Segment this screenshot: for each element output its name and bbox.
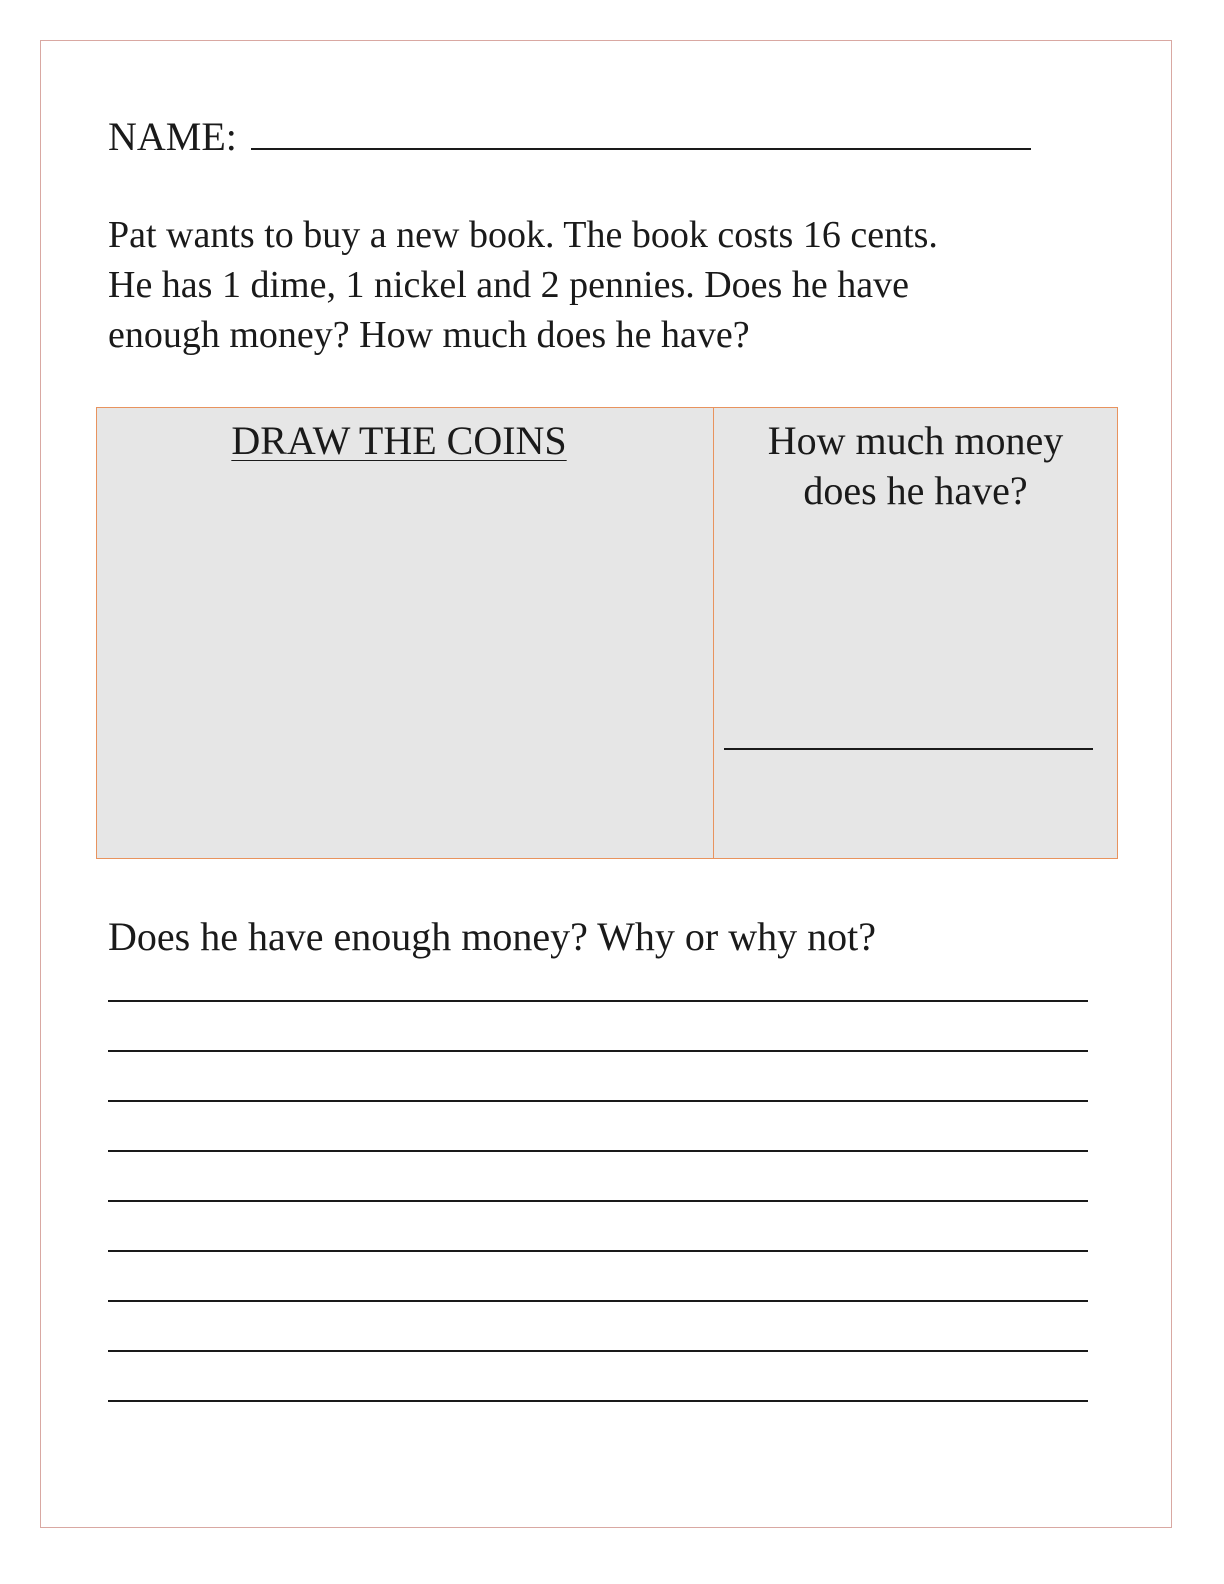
answer-line[interactable]	[108, 1352, 1088, 1402]
answer-line[interactable]	[108, 1102, 1088, 1152]
amount-heading-line-2: does he have?	[803, 468, 1028, 513]
draw-coins-heading: DRAW THE COINS	[231, 418, 567, 463]
name-label: NAME:	[108, 114, 237, 159]
answer-line[interactable]	[108, 1152, 1088, 1202]
amount-heading-line-1: How much money	[767, 418, 1064, 463]
word-problem	[108, 210, 1118, 360]
problem-line-1: Pat wants to buy a new book. The book costs 16 cents.	[108, 214, 938, 256]
answer-line[interactable]	[108, 1202, 1088, 1252]
problem-line-3: enough money? How much does he have?	[108, 314, 750, 356]
amount-heading	[714, 416, 1117, 516]
answer-lines	[108, 952, 1088, 1402]
name-field	[108, 108, 1031, 163]
answer-line[interactable]	[108, 1302, 1088, 1352]
answer-line[interactable]	[108, 1252, 1088, 1302]
name-blank-line[interactable]	[251, 108, 1031, 150]
amount-answer-line[interactable]	[724, 748, 1093, 750]
draw-coins-cell[interactable]	[97, 408, 714, 858]
answer-line[interactable]	[108, 1002, 1088, 1052]
answer-line[interactable]	[108, 1052, 1088, 1102]
problem-line-2: He has 1 dime, 1 nickel and 2 pennies. Does he have	[108, 264, 909, 306]
question-text: Does he have enough money? Why or why not?	[108, 914, 876, 959]
amount-cell	[714, 408, 1117, 858]
answer-line[interactable]	[108, 952, 1088, 1002]
work-table	[96, 407, 1118, 859]
